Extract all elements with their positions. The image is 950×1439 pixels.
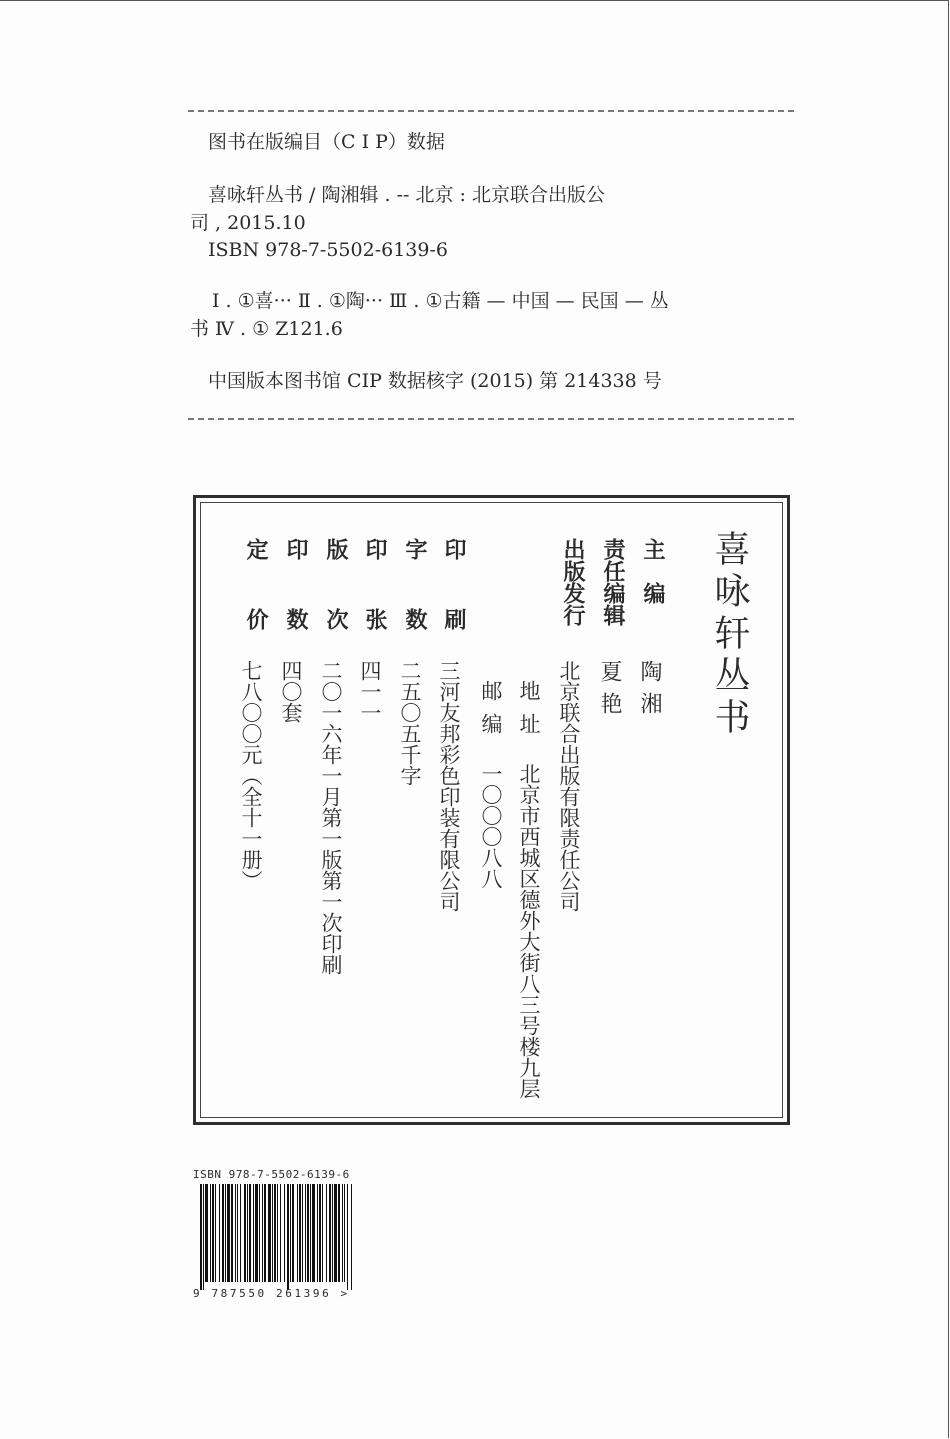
barcode-bar — [264, 1184, 266, 1282]
barcode-bar — [332, 1184, 333, 1282]
barcode-bar — [280, 1184, 281, 1282]
barcode-bar — [317, 1184, 318, 1282]
barcode-bar — [262, 1184, 263, 1282]
cip-number: 中国版本图书馆 CIP 数据核字 (2015) 第 214338 号 — [208, 370, 662, 392]
price-label: 定价 — [243, 538, 268, 678]
cip-record-line2: 司 , 2015.10 — [190, 212, 306, 234]
barcode-bar — [237, 1184, 238, 1282]
barcode-bar — [326, 1184, 327, 1282]
barcode-bar — [344, 1184, 345, 1282]
barcode-bar — [259, 1184, 260, 1282]
barcode-bar — [338, 1184, 340, 1282]
barcode-bar — [299, 1184, 301, 1282]
barcode-digits: 9 787550 261396 > — [193, 1287, 350, 1300]
barcode-bar — [274, 1184, 276, 1282]
barcode-bars — [200, 1184, 352, 1290]
barcode-bar — [203, 1184, 204, 1290]
barcode-bar — [212, 1184, 214, 1282]
editor-value: 陶湘 — [637, 660, 662, 724]
barcode-bar — [227, 1184, 230, 1282]
series-title: 喜咏轩丛书 — [709, 530, 750, 740]
cip-heading: 图书在版编目（C I P）数据 — [208, 131, 445, 153]
cip-bottom-rule — [188, 418, 794, 420]
barcode-bar — [310, 1184, 311, 1282]
address-label: 地址 — [517, 680, 541, 746]
barcode-bar — [247, 1184, 248, 1282]
publisher-value: 北京联合出版有限责任公司 — [557, 660, 581, 912]
barcode-bar — [302, 1184, 303, 1282]
barcode-bar — [292, 1184, 294, 1282]
barcode-bar — [222, 1184, 224, 1282]
word-count-value: 二五〇五千字 — [398, 660, 422, 786]
barcode-bar — [200, 1184, 202, 1290]
barcode-isbn-text: ISBN 978-7-5502-6139-6 — [193, 1168, 350, 1181]
editor-label: 主编 — [640, 538, 665, 626]
barcode-bar — [244, 1184, 246, 1282]
barcode-bar — [334, 1184, 337, 1282]
price-value: 七八〇〇元（全十一册） — [239, 660, 263, 891]
barcode-bar — [205, 1184, 208, 1282]
barcode-bar — [215, 1184, 216, 1282]
barcode-bar — [322, 1184, 323, 1282]
barcode-bar — [312, 1184, 315, 1282]
barcode-bar — [297, 1184, 298, 1282]
print-run-label: 印数 — [283, 538, 308, 678]
barcode-bar — [329, 1184, 331, 1282]
barcode-bar — [342, 1184, 343, 1282]
barcode-bar — [307, 1184, 309, 1282]
sheets-label: 印张 — [362, 538, 387, 678]
responsible-editor-value: 夏艳 — [597, 660, 622, 724]
barcode-bar — [347, 1184, 348, 1290]
barcode-bar — [253, 1184, 254, 1282]
barcode-bar — [210, 1184, 211, 1282]
barcode-bar — [219, 1184, 220, 1282]
postcode-label: 邮编 — [479, 680, 503, 746]
cip-isbn: ISBN 978-7-5502-6139-6 — [208, 239, 448, 261]
publisher-label: 出版发行 — [560, 538, 585, 626]
barcode-bar — [272, 1184, 273, 1282]
word-count-label: 字数 — [402, 538, 427, 678]
printer-label: 印刷 — [441, 538, 466, 678]
print-run-value: 四〇套 — [279, 660, 303, 723]
barcode-bar — [290, 1184, 291, 1282]
barcode-bar — [305, 1184, 306, 1282]
responsible-editor-label: 责任编辑 — [600, 538, 625, 626]
barcode-bar — [319, 1184, 321, 1282]
barcode-bar — [231, 1184, 233, 1282]
barcode-bar — [255, 1184, 258, 1282]
cip-record-line1: 喜咏轩丛书 / 陶湘辑 . -- 北京 : 北京联合出版公 — [208, 184, 605, 206]
cip-subject-line1: Ⅰ . ①喜··· Ⅱ . ①陶··· Ⅲ . ①古籍 — 中国 — 民国 — 丛 — [212, 290, 669, 312]
barcode-bar — [240, 1184, 241, 1282]
sheets-value: 四一一 — [358, 660, 382, 723]
barcode-bar — [225, 1184, 226, 1282]
cip-top-rule — [188, 110, 794, 112]
barcode-bar — [287, 1184, 289, 1290]
barcode-bar — [277, 1184, 278, 1282]
barcode-bar — [249, 1184, 251, 1282]
edition-value: 二〇一六年一月第一版第一次印刷 — [319, 660, 343, 975]
barcode-bar — [268, 1184, 271, 1282]
printer-value: 三河友邦彩色印装有限公司 — [437, 660, 461, 912]
edition-label: 版次 — [323, 538, 348, 678]
postcode-value: 一〇〇〇八八 — [479, 763, 503, 889]
barcode-bar — [284, 1184, 285, 1282]
barcode-bar — [235, 1184, 236, 1282]
cip-subject-line2: 书 Ⅳ . ① Z121.6 — [190, 318, 343, 340]
address-value: 北京市西城区德外大街八三号楼九层 — [517, 763, 541, 1099]
barcode-bar — [351, 1184, 352, 1290]
isbn-barcode — [193, 1168, 363, 1303]
